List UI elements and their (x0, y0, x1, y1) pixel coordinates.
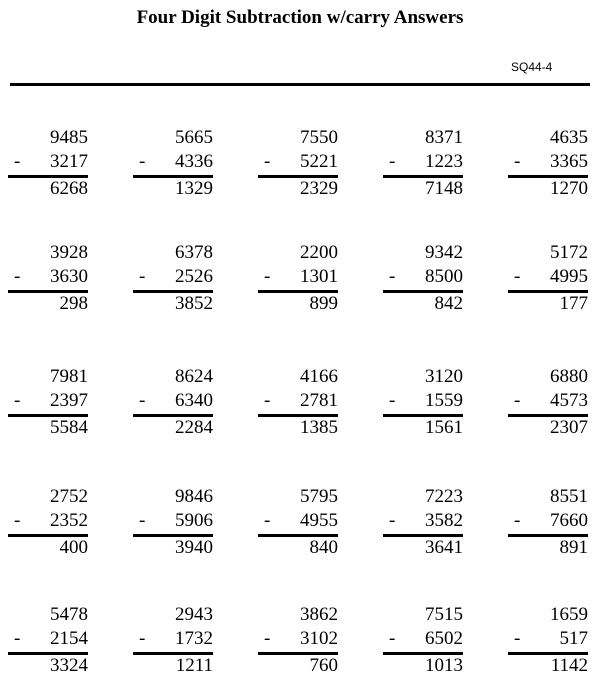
subtrahend: 4336 (175, 151, 213, 172)
answer: 400 (59, 537, 88, 558)
subtrahend: 1732 (175, 628, 213, 649)
minus-sign: - (389, 628, 396, 649)
minuend: 5172 (550, 242, 588, 263)
minuend: 3862 (300, 604, 338, 625)
subtrahend: 5906 (175, 510, 213, 531)
subtraction-problem (258, 366, 338, 452)
answer: 3641 (425, 537, 463, 558)
subtrahend: 6502 (425, 628, 463, 649)
minus-sign: - (514, 390, 521, 411)
subtraction-problem (508, 486, 588, 572)
answer: 760 (309, 655, 338, 676)
answer: 842 (434, 293, 463, 314)
answer: 6268 (50, 178, 88, 199)
minuend: 9846 (175, 486, 213, 507)
minuend: 5478 (50, 604, 88, 625)
subtraction-problem (258, 242, 338, 328)
minus-sign: - (14, 510, 21, 531)
subtraction-problem (383, 366, 463, 452)
subtraction-problem (8, 486, 88, 572)
subtraction-problem (508, 242, 588, 328)
answer: 5584 (50, 417, 88, 438)
answer: 298 (59, 293, 88, 314)
answer: 2329 (300, 178, 338, 199)
minuend: 7223 (425, 486, 463, 507)
answer: 840 (309, 537, 338, 558)
minuend: 3120 (425, 366, 463, 387)
minus-sign: - (139, 510, 146, 531)
minuend: 6378 (175, 242, 213, 263)
page-title: Four Digit Subtraction w/carry Answers (136, 7, 464, 28)
minuend: 7981 (50, 366, 88, 387)
worksheet-code: SQ44-4 (511, 60, 553, 74)
minus-sign: - (264, 266, 271, 287)
minuend: 4635 (550, 127, 588, 148)
subtrahend: 2397 (50, 390, 88, 411)
subtraction-problem (8, 604, 88, 690)
subtraction-problem (8, 127, 88, 213)
minuend: 8371 (425, 127, 463, 148)
subtrahend: 3102 (300, 628, 338, 649)
answer: 1270 (550, 178, 588, 199)
subtrahend: 2352 (50, 510, 88, 531)
minuend: 1659 (550, 604, 588, 625)
subtrahend: 2526 (175, 266, 213, 287)
minuend: 9342 (425, 242, 463, 263)
answer: 1211 (175, 655, 213, 676)
subtraction-problem (133, 486, 213, 572)
subtraction-problem (383, 127, 463, 213)
answer: 891 (559, 537, 588, 558)
subtrahend: 2154 (50, 628, 88, 649)
minus-sign: - (264, 390, 271, 411)
minus-sign: - (514, 628, 521, 649)
minus-sign: - (389, 390, 396, 411)
minus-sign: - (264, 510, 271, 531)
subtrahend: 1301 (300, 266, 338, 287)
subtraction-problem (383, 604, 463, 690)
subtrahend: 4995 (550, 266, 588, 287)
subtraction-problem (133, 366, 213, 452)
subtraction-problem (258, 486, 338, 572)
minuend: 2752 (50, 486, 88, 507)
minus-sign: - (139, 151, 146, 172)
minus-sign: - (514, 510, 521, 531)
minuend: 6880 (550, 366, 588, 387)
minus-sign: - (264, 628, 271, 649)
subtraction-problem (383, 242, 463, 328)
subtrahend: 1223 (425, 151, 463, 172)
minuend: 2200 (300, 242, 338, 263)
subtrahend: 5221 (300, 151, 338, 172)
subtraction-problem (258, 127, 338, 213)
subtraction-problem (383, 486, 463, 572)
subtrahend: 6340 (175, 390, 213, 411)
answer: 1013 (425, 655, 463, 676)
subtraction-problem (258, 604, 338, 690)
minus-sign: - (389, 510, 396, 531)
subtrahend: 1559 (425, 390, 463, 411)
minus-sign: - (514, 266, 521, 287)
answer: 1561 (425, 417, 463, 438)
minuend: 9485 (50, 127, 88, 148)
minus-sign: - (389, 151, 396, 172)
minuend: 8551 (550, 486, 588, 507)
answer: 899 (309, 293, 338, 314)
minus-sign: - (14, 628, 21, 649)
answer: 3940 (175, 537, 213, 558)
minus-sign: - (389, 266, 396, 287)
minus-sign: - (514, 151, 521, 172)
minuend: 3928 (50, 242, 88, 263)
subtraction-problem (133, 604, 213, 690)
minus-sign: - (14, 390, 21, 411)
subtrahend: 2781 (300, 390, 338, 411)
subtrahend: 4955 (300, 510, 338, 531)
subtraction-problem (133, 127, 213, 213)
answer: 177 (559, 293, 588, 314)
minus-sign: - (139, 390, 146, 411)
subtrahend: 4573 (550, 390, 588, 411)
minuend: 5795 (300, 486, 338, 507)
subtraction-problem (508, 366, 588, 452)
minuend: 4166 (300, 366, 338, 387)
subtrahend: 3630 (50, 266, 88, 287)
answer: 7148 (425, 178, 463, 199)
subtraction-problem (508, 127, 588, 213)
minus-sign: - (139, 628, 146, 649)
subtraction-problem (133, 242, 213, 328)
subtrahend: 7660 (550, 510, 588, 531)
minus-sign: - (14, 151, 21, 172)
subtraction-problem (508, 604, 588, 690)
subtrahend: 3582 (425, 510, 463, 531)
minuend: 2943 (175, 604, 213, 625)
answer: 2307 (550, 417, 588, 438)
minuend: 7550 (300, 127, 338, 148)
subtraction-problem (8, 366, 88, 452)
answer: 3324 (50, 655, 88, 676)
minus-sign: - (14, 266, 21, 287)
subtrahend: 3217 (50, 151, 88, 172)
answer: 1329 (175, 178, 213, 199)
subtraction-problem (8, 242, 88, 328)
minus-sign: - (264, 151, 271, 172)
answer: 2284 (175, 417, 213, 438)
minuend: 8624 (175, 366, 213, 387)
answer: 1385 (300, 417, 338, 438)
answer: 1142 (550, 655, 588, 676)
minus-sign: - (139, 266, 146, 287)
answer: 3852 (175, 293, 213, 314)
minuend: 5665 (175, 127, 213, 148)
subtrahend: 3365 (550, 151, 588, 172)
minuend: 7515 (425, 604, 463, 625)
subtrahend: 8500 (425, 266, 463, 287)
subtrahend: 517 (559, 628, 588, 649)
